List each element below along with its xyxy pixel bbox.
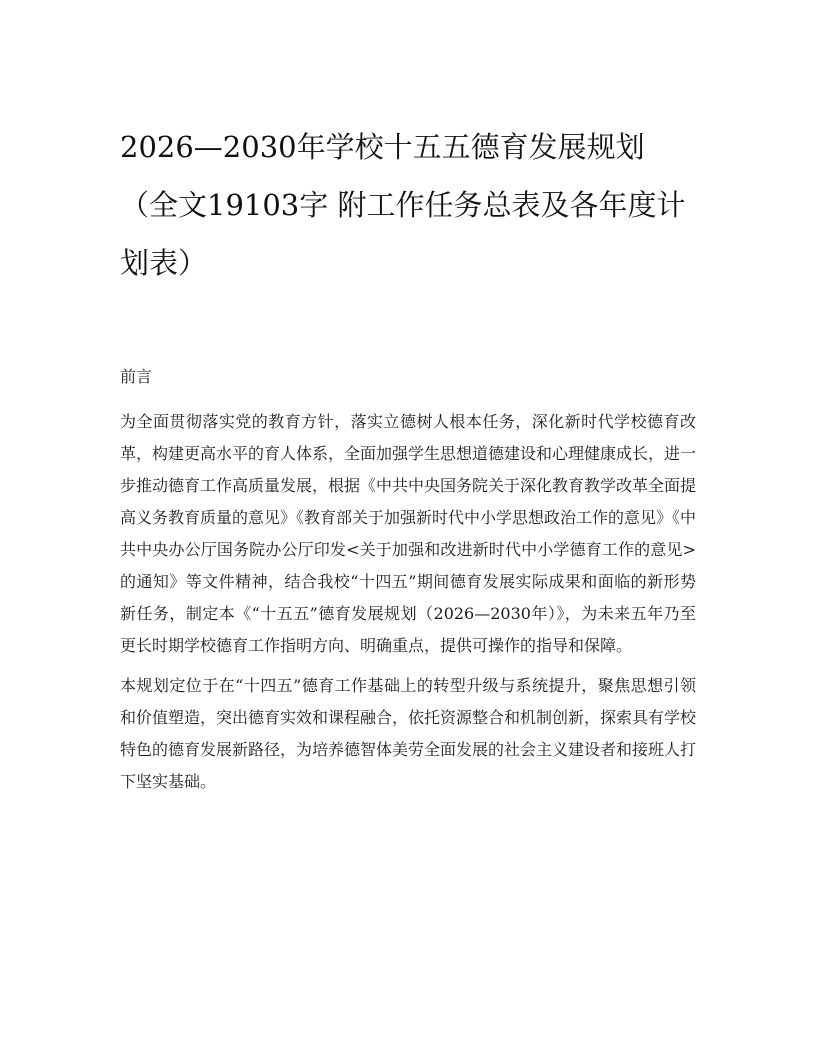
document-title: 2026—2030年学校十五五德育发展规划（全文19103字 附工作任务总表及各年度计划表） (120, 130, 686, 280)
section-heading-preface: 前言 (120, 367, 153, 386)
paragraph-1: 为全面贯彻落实党的教育方针，落实立德树人根本任务，深化新时代学校德育改革，构建更高水平的育人体系，全面加强学生思想道德建设和心理健康成长，进一步推动德育工作高质量发展，根据《中共中央国务院关于深化教育教学改革全面提高义务教育质量的意见》《教育部关于加强新时代中小学思想政治工作的意见》《中共中央办公厅国务院办公厅印发<关于加强和改进新时代中小学德育工作的意见>的通知》等文件精神，结合我校“十四五”期间德育发展实际成果和面临的新形势新任务，制定本《“十五五”德育发展规划（2026—2030年）》，为未来五年乃至更长时期学校德育工作指明方向、明确重点，提供可操作的指导和保障。 (120, 412, 697, 655)
paragraph-2: 本规划定位于在“十四五”德育工作基础上的转型升级与系统提升，聚焦思想引领和价值塑造，突出德育实效和课程融合，依托资源整合和机制创新，探索具有学校特色的德育发展新路径，为培养德智体美劳全面发展的社会主义建设者和接班人打下坚实基础。 (120, 676, 697, 791)
